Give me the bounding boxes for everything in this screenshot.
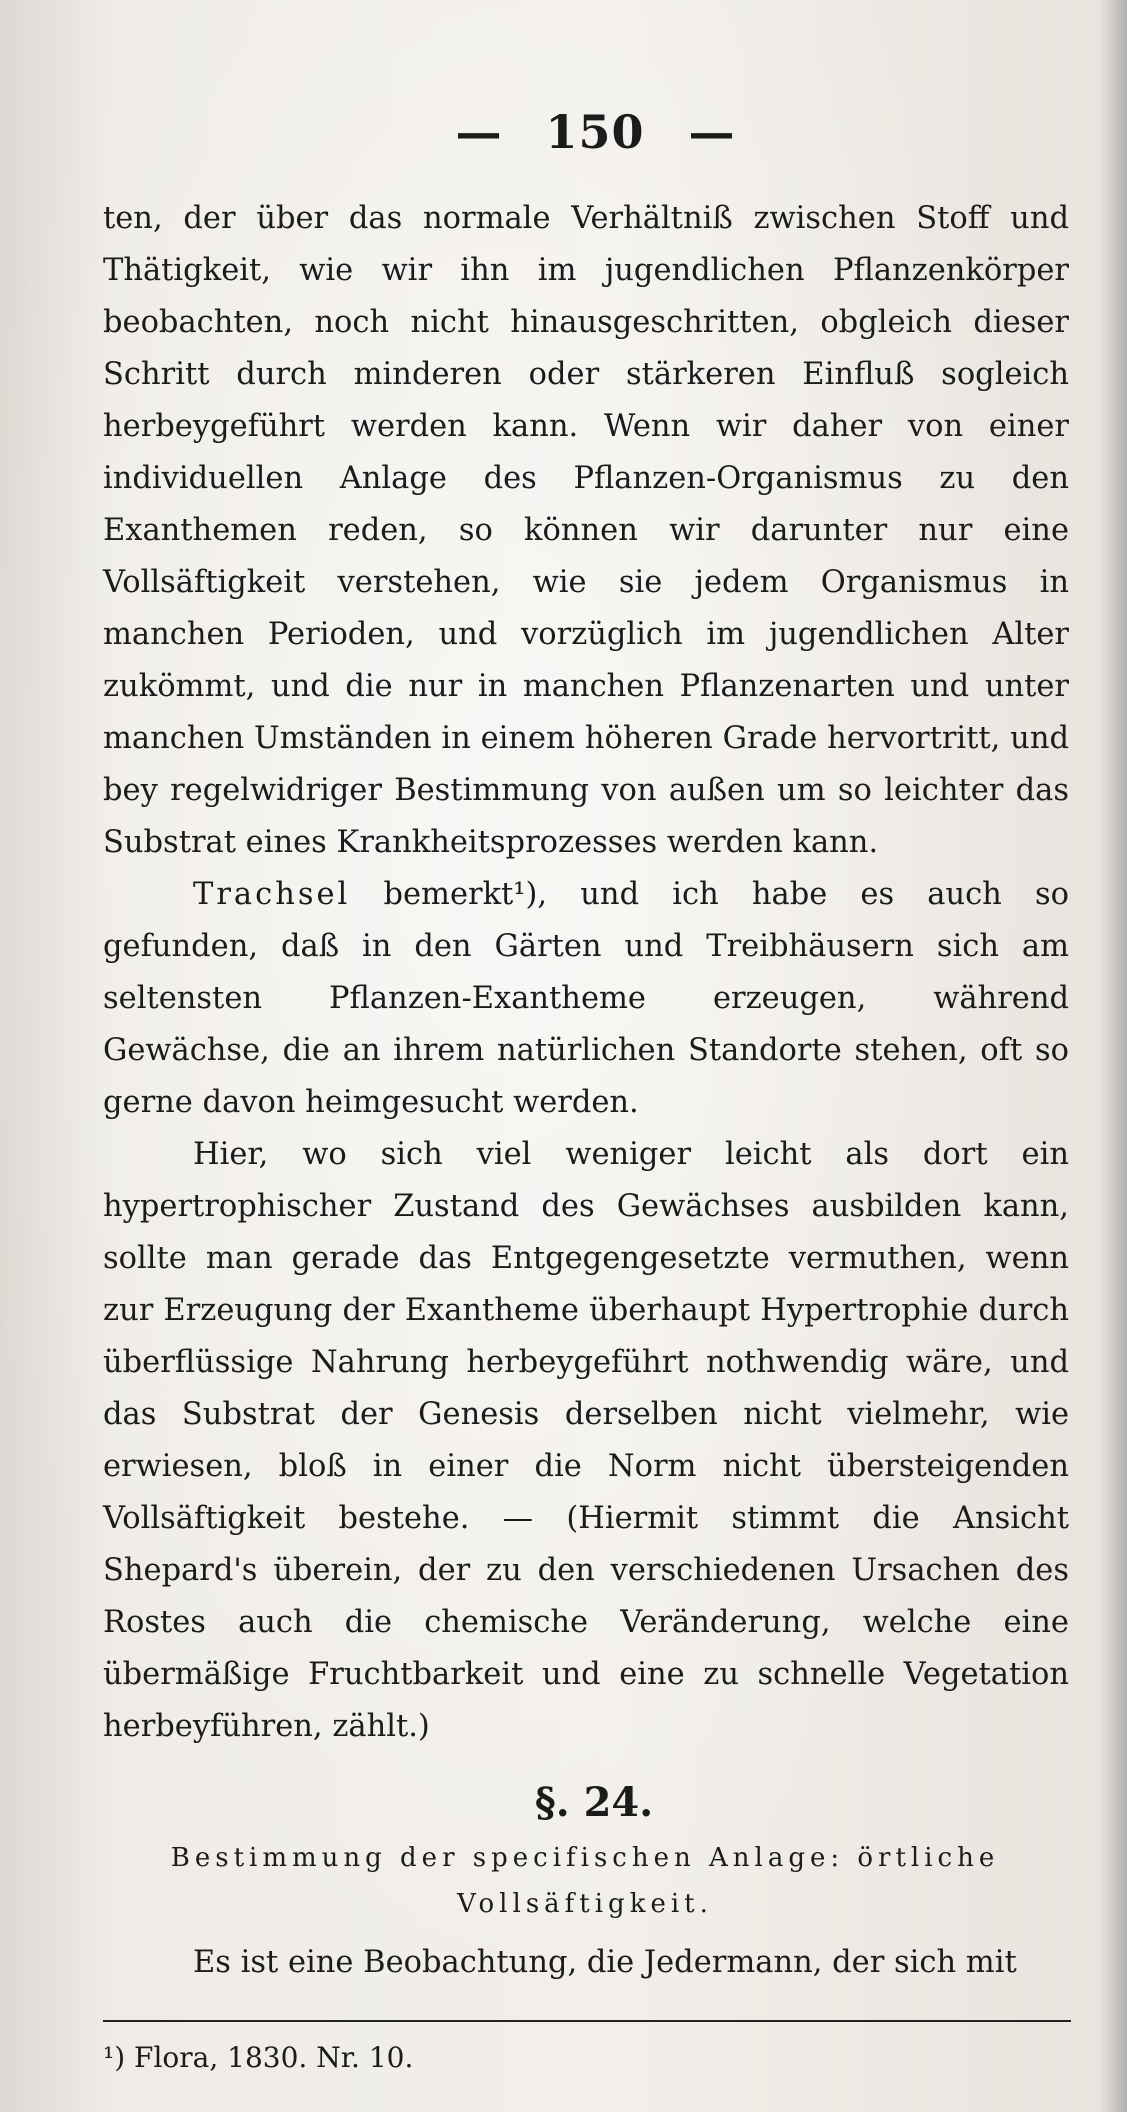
paragraph-hier: Hier, wo sich viel weniger leicht als dort ein hypertrophischer Zustand des Gewächses ausbilden kann, sollte man gerade das Entgegengesetzte vermuthen, wenn zur Erzeugung der Exantheme überhaupt Hypertrophie durch überflüssige Nahrung herbeygeführt nothwendig wäre, und das Substrat der Genesis derselben nicht vielmehr, wie erwiesen, bloß in einer die Norm nicht übersteigenden Vollsäftigkeit bestehe. — (Hiermit stimmt die Ansicht Shepard's überein, der zu den verschiedenen Ursachen des Rostes auch die chemische Veränderung, welche eine übermäßige Fruchtbarkeit und eine zu schnelle Vegetation herbeyführen, zählt.): [103, 1137, 1069, 1744]
section-number: §. 24.: [534, 1779, 654, 1826]
section-title: Bestimmung der specifischen Anlage: örtliche Vollsäftigkeit.: [170, 1843, 1000, 1919]
author-name-trachsel: Trachsel: [193, 877, 351, 912]
paragraph-continuation: ten, der über das normale Verhältniß zwischen Stoff und Thätigkeit, wie wir ihn im jugendlichen Pflanzenkörper beobachten, noch nicht hinausgeschritten, obgleich dieser Schritt durch minderen oder stärkeren Einfluß sogleich herbeygeführt werden kann. Wenn wir daher von einer individuellen Anlage des Pflanzen-Organismus zu den Exanthemen reden, so können wir darunter nur eine Vollsäftigkeit verstehen, wie sie jedem Organismus in manchen Perioden, und vorzüglich im jugendlichen Alter zukömmt, und die nur in manchen Pflanzenarten und unter manchen Umständen in einem höheren Grade hervortritt, und bey regelwidriger Bestimmung von außen um so leichter das Substrat eines Krankheitsprozesses werden kann.: [103, 201, 1069, 860]
paragraph-trachsel: [103, 869, 1069, 1129]
page-header: [103, 86, 1069, 178]
section-first-line: Es ist eine Beobachtung, die Jedermann, der sich mit: [193, 1945, 1017, 1980]
header-dash-right: —: [688, 105, 735, 159]
page-number: 150: [545, 105, 645, 159]
main-text: [103, 193, 1069, 1753]
footnote: ¹) Flora, 1830. Nr. 10.: [103, 2040, 414, 2074]
footnote-divider: [103, 2020, 1071, 2022]
paragraph-trachsel-text: bemerkt¹), und ich habe es auch so gefunden, daß in den Gärten und Treibhäusern sich am seltensten Pflanzen-Exantheme erzeugen, während Gewächse, die an ihrem natürlichen Standorte stehen, oft so gerne davon heimgesucht werden.: [103, 877, 1069, 1120]
header-dash-left: —: [455, 105, 502, 159]
